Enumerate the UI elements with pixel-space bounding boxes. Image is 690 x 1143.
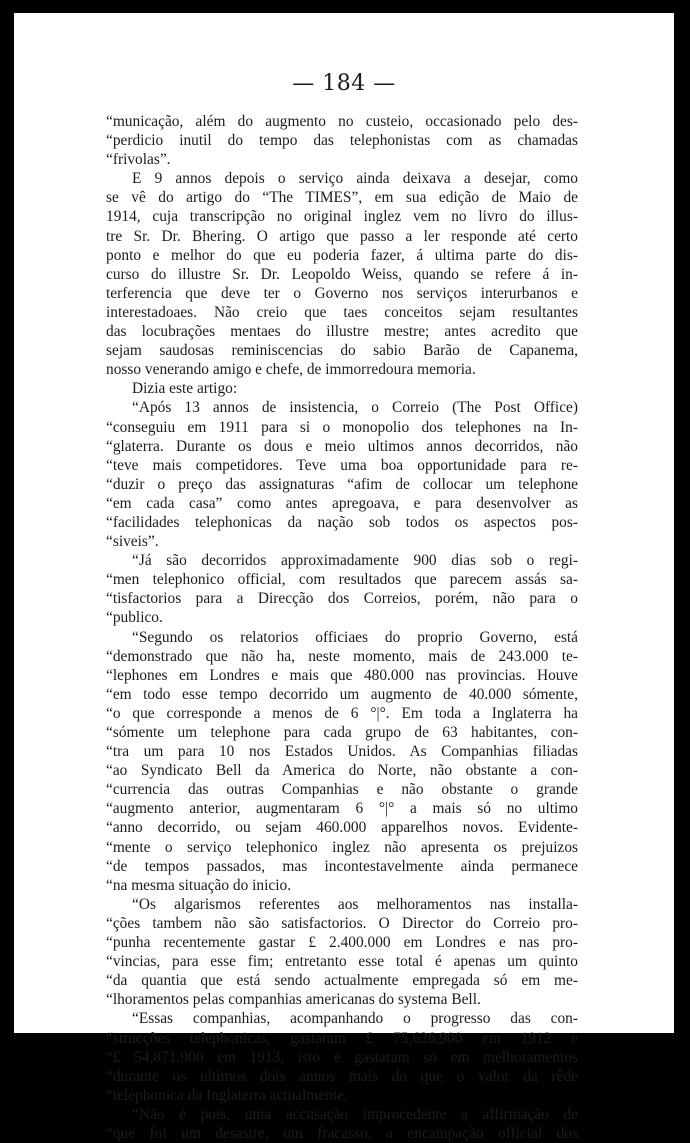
text-line: “lhoramentos pelas companhias americanas do systema Bell. <box>106 991 481 1009</box>
text-line: das locubrações mentaes do illustre mestre; antes acredito que <box>106 323 578 341</box>
text-line: “em cada casa” como antes apregoava, e para desenvolver as <box>106 494 578 512</box>
text-line: “duzir o preço das assignaturas “afim de collocar um telephone <box>106 475 578 493</box>
text-line: “municação, além do augmento no custeio, occasionado pelo des- <box>106 113 578 130</box>
document-page <box>14 13 674 1142</box>
page-number: — 184 — <box>292 71 396 96</box>
text-line: Dizia este artigo: <box>132 380 238 398</box>
text-line: “perdicio inutil do tempo das telephonistas com as chamadas <box>106 132 578 150</box>
text-line: 1914, cuja transcripção no original inglez vem no livro do illus- <box>106 208 578 226</box>
text-line: se vê do artigo do “The TIMES”, em sua edição de Maio de <box>106 189 578 207</box>
text-line: “strucções telephonicas, gastaram £ 75,626.900 em 1912 e <box>106 1029 578 1047</box>
body-text <box>106 112 578 1143</box>
text-line: terferencia que deve ter o Governo nos serviços interurbanos e <box>106 284 578 302</box>
text-line: “vincias, para esse fim; entretanto esse total é apenas um quinto <box>106 953 578 971</box>
text-line: “lephones em Londres e mais que 480.000 nas provincias. Houve <box>106 666 578 684</box>
text-line: “ções tambem não são satisfactorios. O Director do Correio pro- <box>106 914 578 932</box>
text-line: “de tempos passados, mas incontestavelmente ainda permanece <box>106 857 578 875</box>
text-line: “o que corresponde a menos de 6 °|°. Em toda a Inglaterra ha <box>106 704 578 722</box>
text-line: “da quantia que está sendo actualmente empregada só em me- <box>106 972 578 990</box>
text-line: “punha recentemente gastar £ 2.400.000 em Londres e nas pro- <box>106 934 578 952</box>
text-line: curso do illustre Sr. Dr. Leopoldo Weiss, quando se refere á in- <box>106 265 578 283</box>
text-line: “mente o serviço telephonico inglez não apresenta os prejuizos <box>106 838 578 856</box>
text-line: “Segundo os relatorios officiaes do proprio Governo, está <box>132 628 578 646</box>
text-line: “na mesma situação do inicio. <box>106 876 292 894</box>
text-line: “ao Syndicato Bell da America do Norte, não obstante a con- <box>106 762 578 780</box>
text-line: “Já são decorridos approximadamente 900 dias sob o regi- <box>132 552 578 570</box>
text-line: “augmento anterior, augmentaram 6 °|° a mais só no ultimo <box>106 800 578 818</box>
text-line: “facilidades telephonicas da nação sob todos os aspectos pos- <box>106 513 578 531</box>
text-line: “Após 13 annos de insistencia, o Correio (The Post Office) <box>132 399 578 417</box>
text-line: “demonstrado que não ha, neste momento, mais de 243.000 te- <box>106 647 578 665</box>
text-line: “em todo esse tempo decorrido um augmento de 40.000 sómente, <box>106 685 578 703</box>
text-line: sejam saudosas reminiscencias do sabio Barão de Capanema, <box>106 342 578 360</box>
text-line: “Os algarismos referentes aos melhoramentos nas installa- <box>132 895 578 913</box>
text-line: “conseguiu em 1911 para si o monopolio dos telephones na In- <box>106 418 578 436</box>
text-line: ponto e melhor do que eu poderia fazer, á ultima parte do dis- <box>106 246 578 264</box>
text-line: “anno decorrido, ou sejam 460.000 apparelhos novos. Evidente- <box>106 819 578 837</box>
text-line: “frivolas”. <box>106 151 171 169</box>
text-line: “glaterra. Durante os dous e meio ultimos annos decorridos, não <box>106 437 578 455</box>
text-line: “telephonica da Inglaterra actualmente. <box>106 1086 348 1104</box>
text-line: “durante os ultimos dois annos mais do que o valor da rêde <box>106 1067 578 1085</box>
text-line: “sómente um telephone para cada grupo de 63 habitantes, con- <box>106 724 578 741</box>
text-line: “Essas companhias, acompanhando o progresso das con- <box>132 1010 578 1028</box>
text-line: “que foi um desastre, um fracasso, a encampação official dos <box>106 1124 578 1142</box>
text-line: tre Sr. Dr. Bhering. O artigo que passo a ler responde até certo <box>106 227 578 245</box>
text-line: “siveis”. <box>106 533 159 551</box>
text-line: “£ 54,871.900 em 1913, isto é gastaram só em melhoramentos <box>106 1048 578 1066</box>
text-line: “tisfactorios para a Direcção dos Correios, porém, não para o <box>106 590 578 608</box>
text-line: “currencia das outras Companhias e não obstante o grande <box>106 781 578 799</box>
text-line: “Não é pois, uma accusação improcedente a affirmação de <box>132 1105 578 1123</box>
text-line: “teve mais competidores. Teve uma boa opportunidade para re- <box>106 456 578 474</box>
text-line: nosso venerando amigo e chefe, de immorredoura memoria. <box>106 361 476 379</box>
text-line: interestadoaes. Não creio que taes conceitos sejam resultantes <box>106 303 578 321</box>
text-line: “men telephonico official, com resultados que parecem assás sa- <box>106 571 578 589</box>
text-line: “publico. <box>106 609 163 627</box>
text-line: “tra um para 10 nos Estados Unidos. As Companhias filiadas <box>106 743 578 761</box>
text-line: E 9 annos depois o serviço ainda deixava a desejar, como <box>132 170 578 188</box>
